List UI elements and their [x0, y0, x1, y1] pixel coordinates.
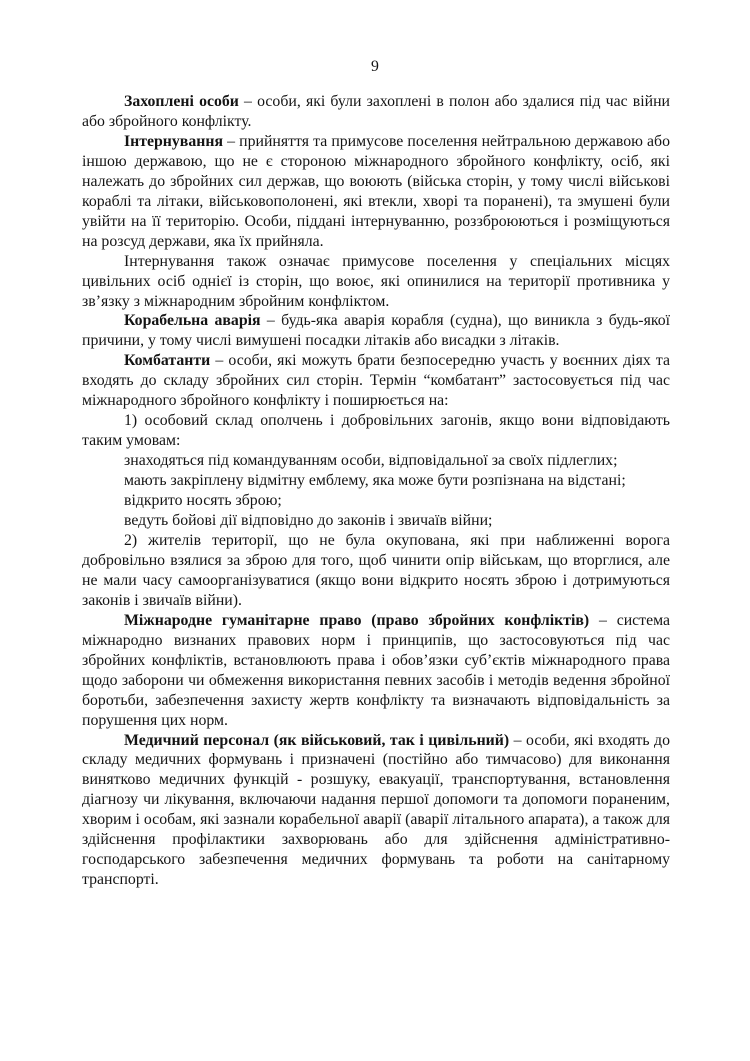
page-number: 9	[371, 58, 379, 75]
condition-command: знаходяться під командуванням особи, відповідальної за своїх підлеглих;	[124, 452, 618, 470]
definition-shipwreck: – будь-яка аварія корабля (судна), що виникла з будь-якої причини, у тому числі вимушені посадки літаків або висадки з літаків.	[82, 312, 670, 350]
list-item-militia: 1) особовий склад ополчень і добровільних загонів, якщо вони відповідають таким умовам:	[82, 412, 670, 450]
paragraph-shipwreck	[82, 311, 670, 351]
term-shipwreck: Корабельна аварія	[124, 312, 261, 330]
paragraph-combatants	[82, 351, 670, 411]
term-captured-persons: Захоплені особи	[124, 93, 239, 110]
document-body	[82, 92, 670, 890]
condition-laws: ведуть бойові дії відповідно до законів і звичаїв війни;	[124, 512, 493, 530]
term-medical-personnel: Медичний персонал (як військовий, так і цивільний)	[124, 731, 510, 749]
definition-captured-persons: – особи, які були захоплені в полон або здалися під час війни або збройного конфлікту.	[82, 93, 671, 130]
definition-medical-personnel: – особи, які входять до складу медичних формувань і призначені (постійно або тимчасово) для виконання винятково медичних функцій - розшуку, евакуації, транспортування, встановлення діагнозу чи лікування, включаючи надання першої допомоги та допомоги пораненим, хворим і особам, які зазнали корабельної аварії (аварії літального апарата), а також для здійснення профілактики захворювань або для здійснення адміністративно-господарського забезпечення медичних формувань та роботи на санітарному транспорті.	[82, 731, 670, 889]
paragraph-medical-personnel	[82, 731, 670, 891]
paragraph-internment-extra: Інтернування також означає примусове поселення у спеціальних місцях цивільних осіб однієї із сторін, що воює, які опинилися на території противника у зв’язку з міжнародним збройним конфліктом.	[82, 252, 670, 310]
condition-arms: відкрито носять зброю;	[124, 492, 282, 510]
list-item-residents: 2) жителів території, що не була окупована, які при наближенні ворога добровільно взялися за зброю для того, щоб чинити опір військам, що вторглися, але не мали часу самоорганізуватися (якщо вони відкрито носять зброю і дотримуються законів і звичаїв війни).	[82, 531, 670, 609]
definition-ihl: – система міжнародно визнаних правових норм і принципів, що застосовуються під час збройних конфліктів, встановлюють права і обов’язки суб’єктів міжнародного права щодо заборони чи обмеження використання певних засобів і методів ведення збройної боротьби, забезпечення захисту жертв конфлікту та визначають відповідальність за порушення цих норм.	[82, 611, 670, 729]
term-combatants: Комбатанти	[124, 352, 211, 370]
paragraph-captured-persons	[82, 92, 670, 132]
condition-emblem: мають закріплену відмітну емблему, яка може бути розпізнана на відстані;	[124, 472, 626, 490]
paragraph-internment	[82, 132, 670, 252]
paragraph-ihl	[82, 611, 670, 731]
definition-combatants: – особи, які можуть брати безпосередню участь у воєнних діях та входять до складу збройних сил сторін. Термін “комбатант” застосовується під час міжнародного збройного конфлікту і поширюється на:	[82, 352, 670, 410]
term-ihl: Міжнародне гуманітарне право (право збройних конфліктів)	[124, 611, 590, 629]
definition-internment: – прийняття та примусове поселення нейтральною державою або іншою державою, що не є стороною міжнародного збройного конфлікту, осіб, які належать до збройних сил держав, що воюють (війська сторін, у тому числі військові кораблі та літаки, військовополонені, які втекли, хворі та поранені), та змушені були увійти на її територію. Особи, піддані інтернуванню, роззброюються і розміщуються на розсуд держави, яка їх прийняла.	[82, 132, 670, 250]
term-internment: Інтернування	[124, 132, 223, 150]
